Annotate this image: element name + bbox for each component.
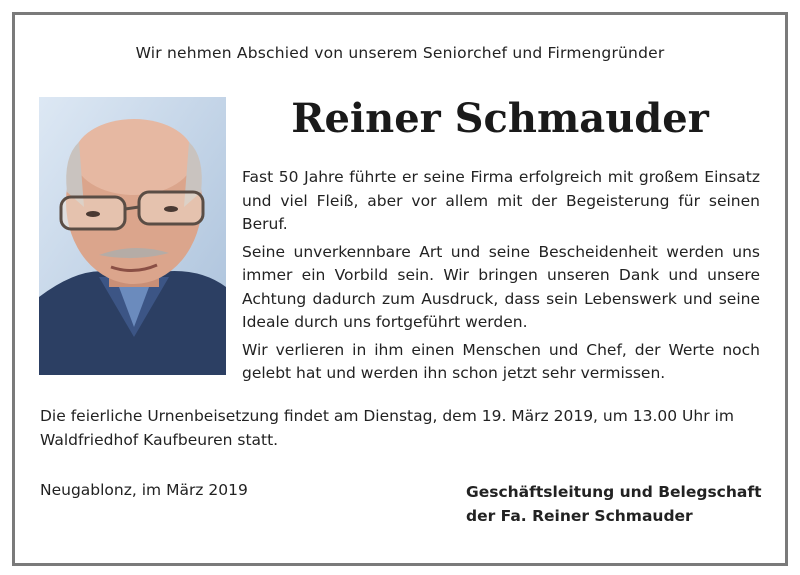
place-date: Neugablonz, im März 2019: [40, 481, 248, 499]
portrait-image: [39, 97, 226, 375]
portrait-photo: [39, 97, 226, 375]
intro-line: Wir nehmen Abschied von unserem Seniorchef und Firmengründer: [135, 44, 665, 62]
tribute-paragraph: Seine unverkennbare Art und seine Bescheidenheit werden uns immer ein Vorbild sein. Wir bringen unseren Dank und unsere Achtung dadurch zum Ausdruck, dass sein Lebenswerk und seine Ideale durch uns fortgeführt werden.: [242, 242, 760, 331]
signature-block: [466, 481, 762, 528]
tribute-text: [242, 166, 760, 390]
signature-line: der Fa. Reiner Schmauder: [466, 506, 693, 525]
signature-line: Geschäftsleitung und Belegschaft: [466, 483, 762, 501]
ceremony-info: Die feierliche Urnenbeisetzung findet am Dienstag, dem 19. März 2019, um 13.00 Uhr im Waldfriedhof Kaufbeuren statt.: [40, 407, 734, 449]
tribute-paragraph: Fast 50 Jahre führte er seine Firma erfolgreich mit großem Einsatz und viel Fleiß, aber vor allem mit der Begeisterung für seinen Beruf.: [242, 168, 760, 233]
deceased-name: Reiner Schmauder: [291, 95, 709, 142]
tribute-paragraph: Wir verlieren in ihm einen Menschen und Chef, der Werte noch gelebt hat und werden ihn schon jetzt sehr vermissen.: [242, 340, 760, 382]
